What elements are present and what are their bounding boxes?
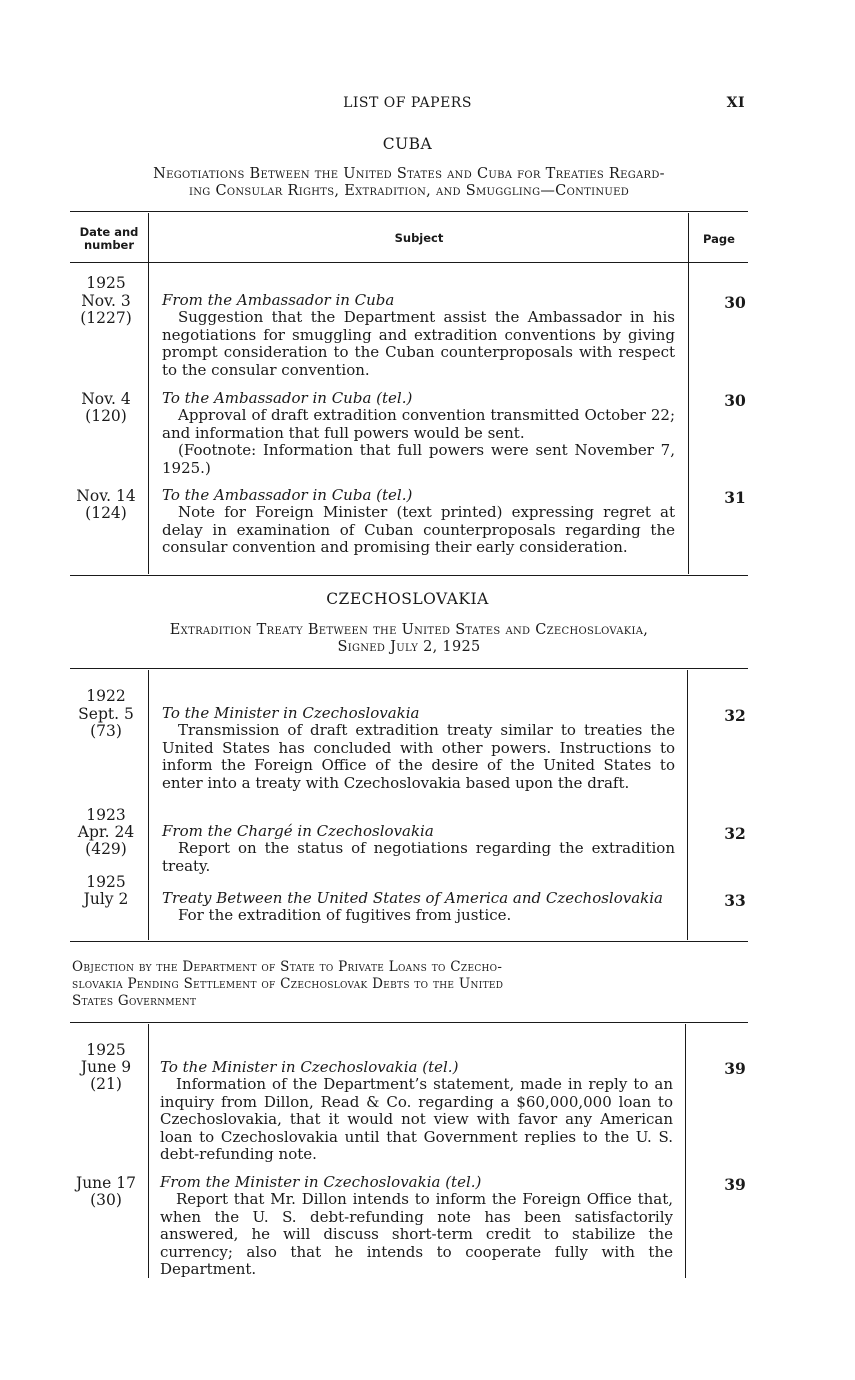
entry-from: From the Minister in Czechoslovakia (tel.) [160,1173,482,1191]
running-title: LIST OF PAPERS [343,95,472,111]
section-heading-line: ing Consular Rights, Extradition, and Smuggling—Continued [188,183,630,199]
entry-year: 1923 [86,806,126,824]
entry-subject [162,487,675,557]
entry-year: 1925 [86,873,126,891]
section-heading-line: Objection by the Department of State to Private Loans to Czecho- [72,959,503,975]
entry-year: 1925 [86,274,126,292]
entry-number: (120) [85,407,127,425]
section-heading-line: Negotiations Between the United States and Cuba for Treaties Regard- [153,166,665,182]
table-bottom-rule [70,941,748,942]
section-heading-line: States Government [72,993,197,1009]
entry-number: (124) [85,504,127,522]
entry-body: Report that Mr. Dillon intends to inform the Foreign Office that, when the U. S. debt-refunding note has been satisfactorily answered, he will discuss short-term credit to stabilize the currency; also that he intends to cooperate fully with the Department. [160,1190,673,1279]
entry-page: 30 [724,293,746,312]
entry-subject [162,823,675,875]
column-divider [688,213,689,574]
entry-year: 1925 [86,1041,126,1059]
section-heading-cuba [70,166,748,200]
table-header-rule [70,262,748,263]
entry-page: 32 [724,824,746,843]
entry-body: Transmission of draft extradition treaty similar to treaties the United States has concluded with other powers. Instructions to inform the Foreign Office of the desire of the United States to enter into a treaty with Czechoslovakia based upon the draft. [162,721,675,792]
entry-page: 33 [724,891,746,910]
entry-page: 31 [724,488,746,507]
table-top-rule [70,1022,748,1023]
column-divider [148,1024,149,1278]
entry-subject [160,1059,673,1163]
entry-date-text: June 9 [80,1058,132,1076]
entry-number: (30) [90,1191,122,1209]
entry-date-text: Nov. 14 [76,487,136,505]
entry-page: 32 [724,706,746,725]
entry-from: Treaty Between the United States of America and Czechoslovakia [162,889,663,907]
entry-number: (73) [90,722,122,740]
entry-page: 39 [724,1059,746,1078]
entry-body: Suggestion that the Department assist the Ambassador in his negotiations for smuggling and extradition conventions by giving prompt consideration to the Cuban counterproposals with respect to the consular convention. [162,308,675,379]
entry-body: Report on the status of negotiations regarding the extradition treaty. [162,839,675,875]
entry-body: Information of the Department’s statement, made in reply to an inquiry from Dillon, Read & Co. regarding a $60,000,000 loan to Czechoslovakia, that it would not view with favor any American loan to Czechoslovakia until that Government replies to the U. S. debt-refunding note. [160,1075,673,1164]
table-bottom-rule [70,575,748,576]
entry-date-text: June 17 [75,1174,136,1192]
entry-date [68,1175,144,1209]
entry-date-text: July 2 [83,890,129,908]
table-top-rule [70,668,748,669]
entry-number: (1227) [80,309,132,327]
country-heading-czechoslovakia: CZECHOSLOVAKIA [326,590,489,608]
column-divider [148,213,149,574]
entry-number: (21) [90,1075,122,1093]
entry-date-text: Sept. 5 [78,705,134,723]
entry-date [68,891,144,908]
entry-date [68,488,144,522]
column-head-date [72,226,146,252]
section-heading-line: Signed July 2, 1925 [337,639,481,655]
entry-date [68,391,144,425]
entry-subject [162,292,675,379]
section-heading-objection [72,959,750,1010]
table-top-rule [70,211,748,212]
entry-footnote: (Footnote: Information that full powers were sent November 7, 1925.) [162,441,675,477]
entry-body: Approval of draft extradition convention transmitted October 22; and information that full powers would be sent. [162,406,675,442]
entry-page: 39 [724,1175,746,1194]
entry-from: To the Ambassador in Cuba (tel.) [162,389,413,407]
column-head-subject: Subject [394,231,444,245]
entry-date-text: Apr. 24 [77,823,135,841]
entry-year: 1922 [86,687,126,705]
entry-from: From the Ambassador in Cuba [162,291,395,309]
section-heading-line: slovakia Pending Settlement of Czechoslovak Debts to the United [72,976,504,992]
entry-number: (429) [85,840,127,858]
entry-date [68,1059,144,1093]
entry-date [68,706,144,740]
column-divider [687,670,688,940]
entry-date [68,293,144,327]
entry-from: From the Chargé in Czechoslovakia [162,822,434,840]
section-heading-extradition [70,622,748,656]
entry-from: To the Ambassador in Cuba (tel.) [162,486,413,504]
entry-from: To the Minister in Czechoslovakia [162,704,420,722]
column-head-date-line: Date and [79,225,139,239]
entry-body: Note for Foreign Minister (text printed) expressing regret at delay in examination of Cuban counterproposals regarding the consular convention and promising their early consideration. [162,503,675,557]
column-head-page: Page [703,232,735,246]
entry-subject [162,705,675,792]
entry-body: For the extradition of fugitives from justice. [178,906,512,925]
page-number: XI [726,95,745,111]
entry-date-text: Nov. 3 [81,292,131,310]
column-divider [148,670,149,940]
country-heading-cuba: CUBA [382,135,433,153]
section-heading-line: Extradition Treaty Between the United States and Czechoslovakia, [169,622,649,638]
entry-subject [162,390,675,477]
entry-date-text: Nov. 4 [81,390,131,408]
entry-from: To the Minister in Czechoslovakia (tel.) [160,1058,459,1076]
entry-page: 30 [724,391,746,410]
entry-subject [160,1174,673,1278]
column-divider [685,1024,686,1278]
entry-date [68,824,144,858]
column-head-date-line: number [83,238,135,252]
entry-subject [162,890,675,925]
